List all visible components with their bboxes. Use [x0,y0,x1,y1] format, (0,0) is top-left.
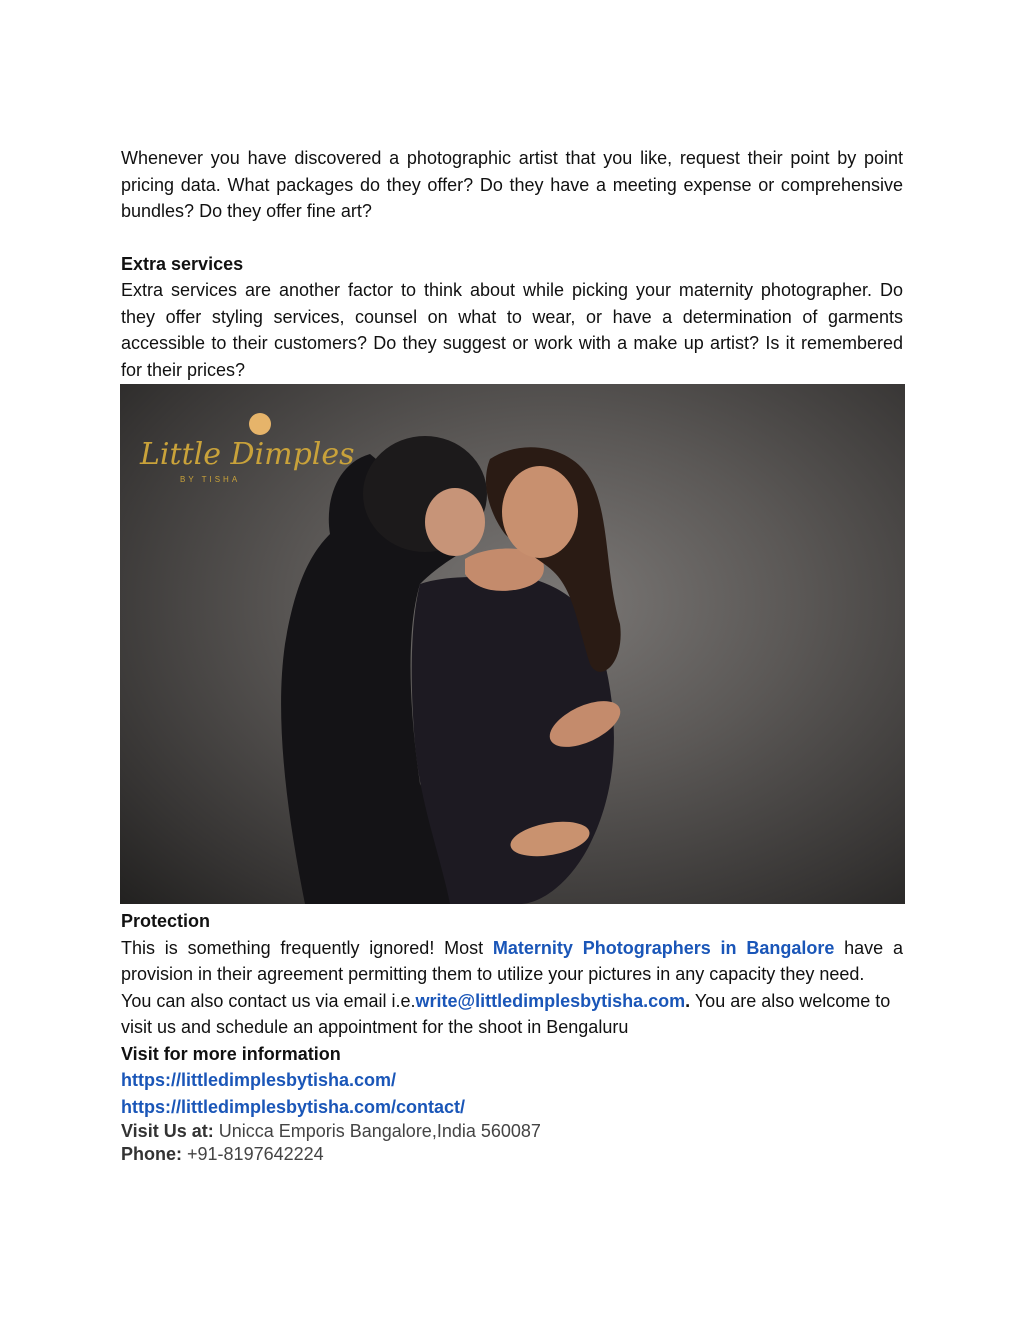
woman-face [502,466,578,558]
maternity-photo [120,384,905,904]
protection-text-before: This is something frequently ignored! Most [121,937,493,958]
contact-paragraph: You can also contact us via email i.e.write@littledimplesbytisha.com. You are also welcome to visit us and schedule an appointment for the shoot in Bengaluru [121,990,891,1037]
contact-text-before: You can also contact us via email i.e. [121,990,416,1011]
contact-page-link-line [121,1094,903,1121]
address-line [121,1120,903,1143]
protection-heading: Protection [121,911,211,931]
intro-paragraph: Whenever you have discovered a photographic artist that you like, request their point by point pricing data. What packages do they offer? Do they have a meeting expense or comprehensive bundles? Do they offer fine art? [121,148,903,221]
protection-text-after: have a provision in their agreement permitting them to utilize your pictures in any capacity they need. [121,937,903,984]
contact-text-after: You are also welcome to visit us and schedule an appointment for the shoot in Bengaluru [121,990,891,1037]
phone-value: +91-8197642224 [187,1144,324,1164]
extra-services-body: Extra services are another factor to think about while picking your maternity photographer. Do they offer styling services, counsel on what to wear, or have a determination of garments accessible to their customers? Do they suggest or work with a make up artist? Is it remembered for their prices? [121,280,903,380]
phone-label: Phone: [121,1144,182,1164]
contact-page-link[interactable]: https://littledimplesbytisha.com/contact/ [121,1096,466,1117]
protection-body [121,935,903,988]
phone-line [121,1143,903,1166]
spacer [121,225,903,251]
man-face [425,488,485,556]
address-label: Visit Us at: [121,1121,214,1141]
extra-services-heading: Extra services [121,253,244,274]
logo-script: Little Dimples [140,437,355,472]
address-value: Unicca Emporis Bangalore,India 560087 [218,1121,541,1141]
logo-subtitle: BY TISHA [180,475,241,484]
email-link[interactable]: write@littledimplesbytisha.com [415,990,686,1011]
document-page [121,145,903,1166]
homepage-link[interactable]: https://littledimplesbytisha.com/ [121,1070,397,1090]
maternity-photo-illustration [120,384,905,904]
more-info-heading: Visit for more information [121,1043,341,1064]
maternity-photographers-link[interactable]: Maternity Photographers in Bangalore [492,937,835,958]
homepage-link-line [121,1067,903,1094]
logo-baby-icon [249,413,271,435]
